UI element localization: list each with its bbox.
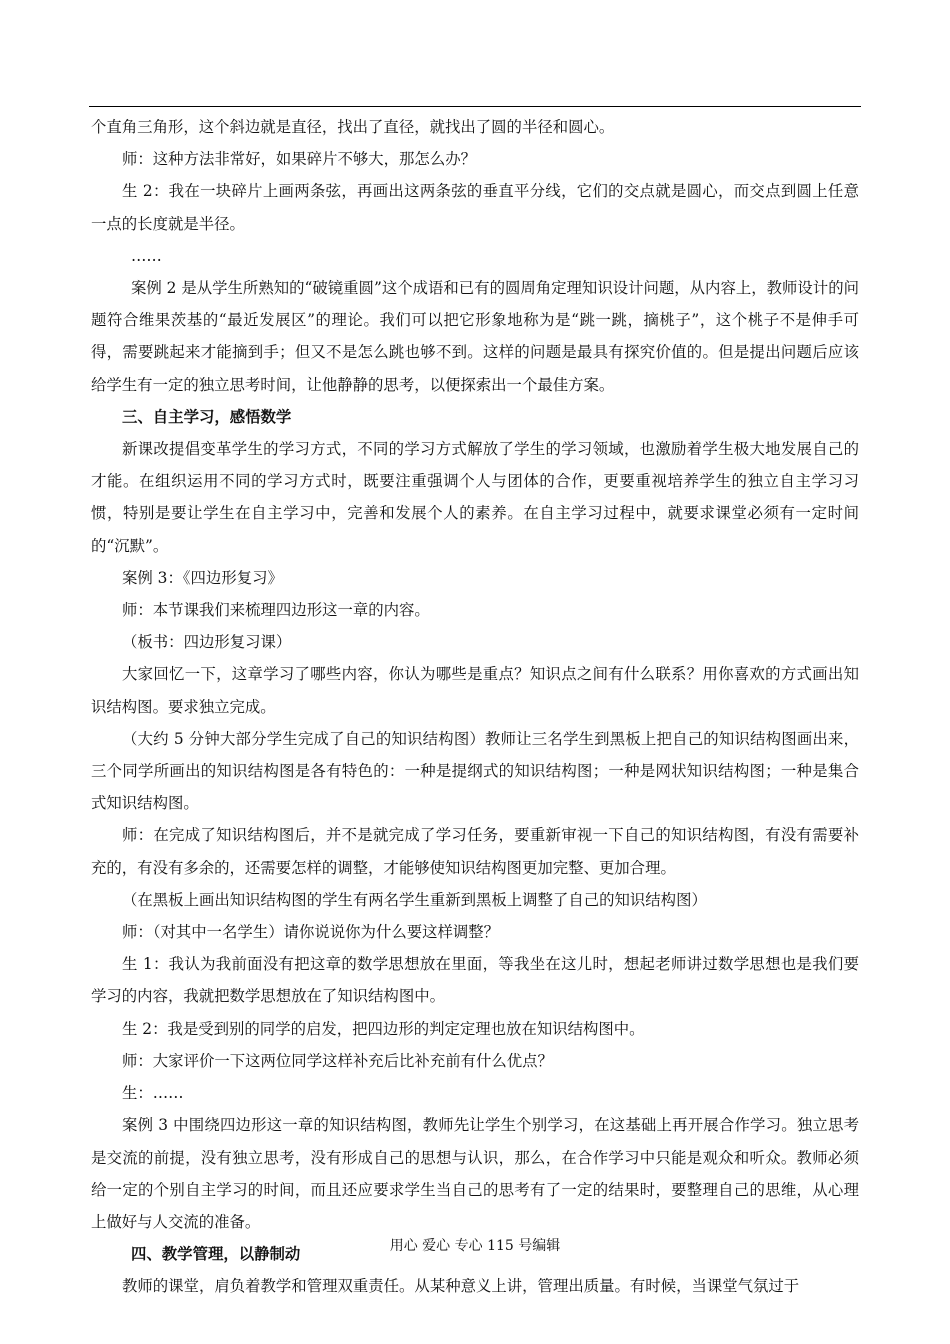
student-line: 生：…… — [122, 1084, 184, 1103]
section-heading-4: 四、教学管理，以静制动 — [131, 1245, 301, 1264]
page-footer: 用心 爱心 专心 115 号编辑 — [389, 1238, 561, 1254]
teacher-line: 师：（对其中一名学生）请你说说你为什么要这样调整？ — [122, 923, 500, 942]
section-3-intro: 新课改提倡变革学生的学习方式，不同的学习方式解放了学生的学习领域，也激励着学生极大地发展自己的才能。在组织运用不同的学习方式时，既要注重强调个人与团体的合作，更要重视培养学生的独立自主学习习惯，特别是要让学生在自主学习中，完善和发展个人的素养。在自主学习过程中，就要求课堂必须有一定时间的“沉默”。 — [91, 440, 859, 555]
teacher-line: 师：这种方法非常好，如果碎片不够大，那怎么办？ — [122, 150, 476, 169]
ellipsis: …… — [131, 246, 162, 265]
classroom-description: （大约 5 分钟大部分学生完成了自己的知识结构图）教师让三名学生到黑板上把自己的知识结构图画出来，三个同学所画出的知识结构图是各有特色的：一种是提纲式的知识结构图；一种是网状知识结构图；一种是集合式知识结构图。 — [91, 729, 859, 813]
student-2-answer: 生 2：我是受到别的同学的启发，把四边形的判定定理也放在知识结构图中。 — [122, 1019, 645, 1038]
section-heading-3: 三、自主学习，感悟数学 — [122, 407, 292, 426]
blackboard-note: （板书：四边形复习课） — [122, 633, 292, 652]
case-3-analysis: 案例 3 中围绕四边形这一章的知识结构图，教师先让学生个别学习，在这基础上再开展合作学习。独立思考是交流的前提，没有独立思考，没有形成自己的思想与认识，那么，在合作学习中只能是观众和听众。教师必须给一定的个别自主学习的时间，而且还应要求学生当自己的思考有了一定的结果时，要整理自己的思维，从心理上做好与人交流的准备。 — [91, 1116, 859, 1231]
teacher-prompt: 大家回忆一下，这章学习了哪些内容，你认为哪些是重点？知识点之间有什么联系？用你喜欢的方式画出知识结构图。要求独立完成。 — [91, 665, 859, 716]
header-rule — [89, 106, 861, 107]
student-2-answer: 生 2：我在一块碎片上画两条弦，再画出这两条弦的垂直平分线，它们的交点就是圆心，而交点到圆上任意一点的长度就是半径。 — [91, 182, 859, 233]
paragraph-continuation: 个直角三角形，这个斜边就是直径，找出了直径，就找出了圆的半径和圆心。 — [91, 118, 615, 136]
teacher-line: 师：本节课我们来梳理四边形这一章的内容。 — [122, 601, 430, 620]
classroom-note: （在黑板上画出知识结构图的学生有两名学生重新到黑板上调整了自己的知识结构图） — [122, 890, 707, 909]
case-3-title: 案例 3：《四边形复习》 — [122, 568, 283, 587]
student-1-answer: 生 1：我认为我前面没有把这章的数学思想放在里面，等我坐在这儿时，想起老师讲过数学思想也是我们要学习的内容，我就把数学思想放在了知识结构图中。 — [91, 955, 859, 1006]
teacher-line: 师：大家评价一下这两位同学这样补充后比补充前有什么优点？ — [122, 1051, 553, 1070]
section-4-intro: 教师的课堂，肩负着教学和管理双重责任。从某种意义上讲，管理出质量。有时候，当课堂气氛过于 — [122, 1277, 800, 1296]
teacher-line: 师：在完成了知识结构图后，并不是就完成了学习任务，要重新审视一下自己的知识结构图，有没有需要补充的，有没有多余的，还需要怎样的调整，才能够使知识结构图更加完整、更加合理。 — [91, 826, 859, 877]
case-2-analysis: 案例 2 是从学生所熟知的“破镜重圆”这个成语和已有的圆周角定理知识设计问题，从内容上，教师设计的问题符合维果茨基的“最近发展区”的理论。我们可以把它形象地称为是“跳一跳，摘桃子”，这个桃子不是伸手可得，需要跳起来才能摘到手；但又不是怎么跳也够不到。这样的问题是最具有探究价值的。但是提出问题后应该给学生有一定的独立思考时间，让他静静的思考，以便探索出一个最佳方案。 — [91, 279, 859, 394]
document-body — [91, 111, 859, 1303]
